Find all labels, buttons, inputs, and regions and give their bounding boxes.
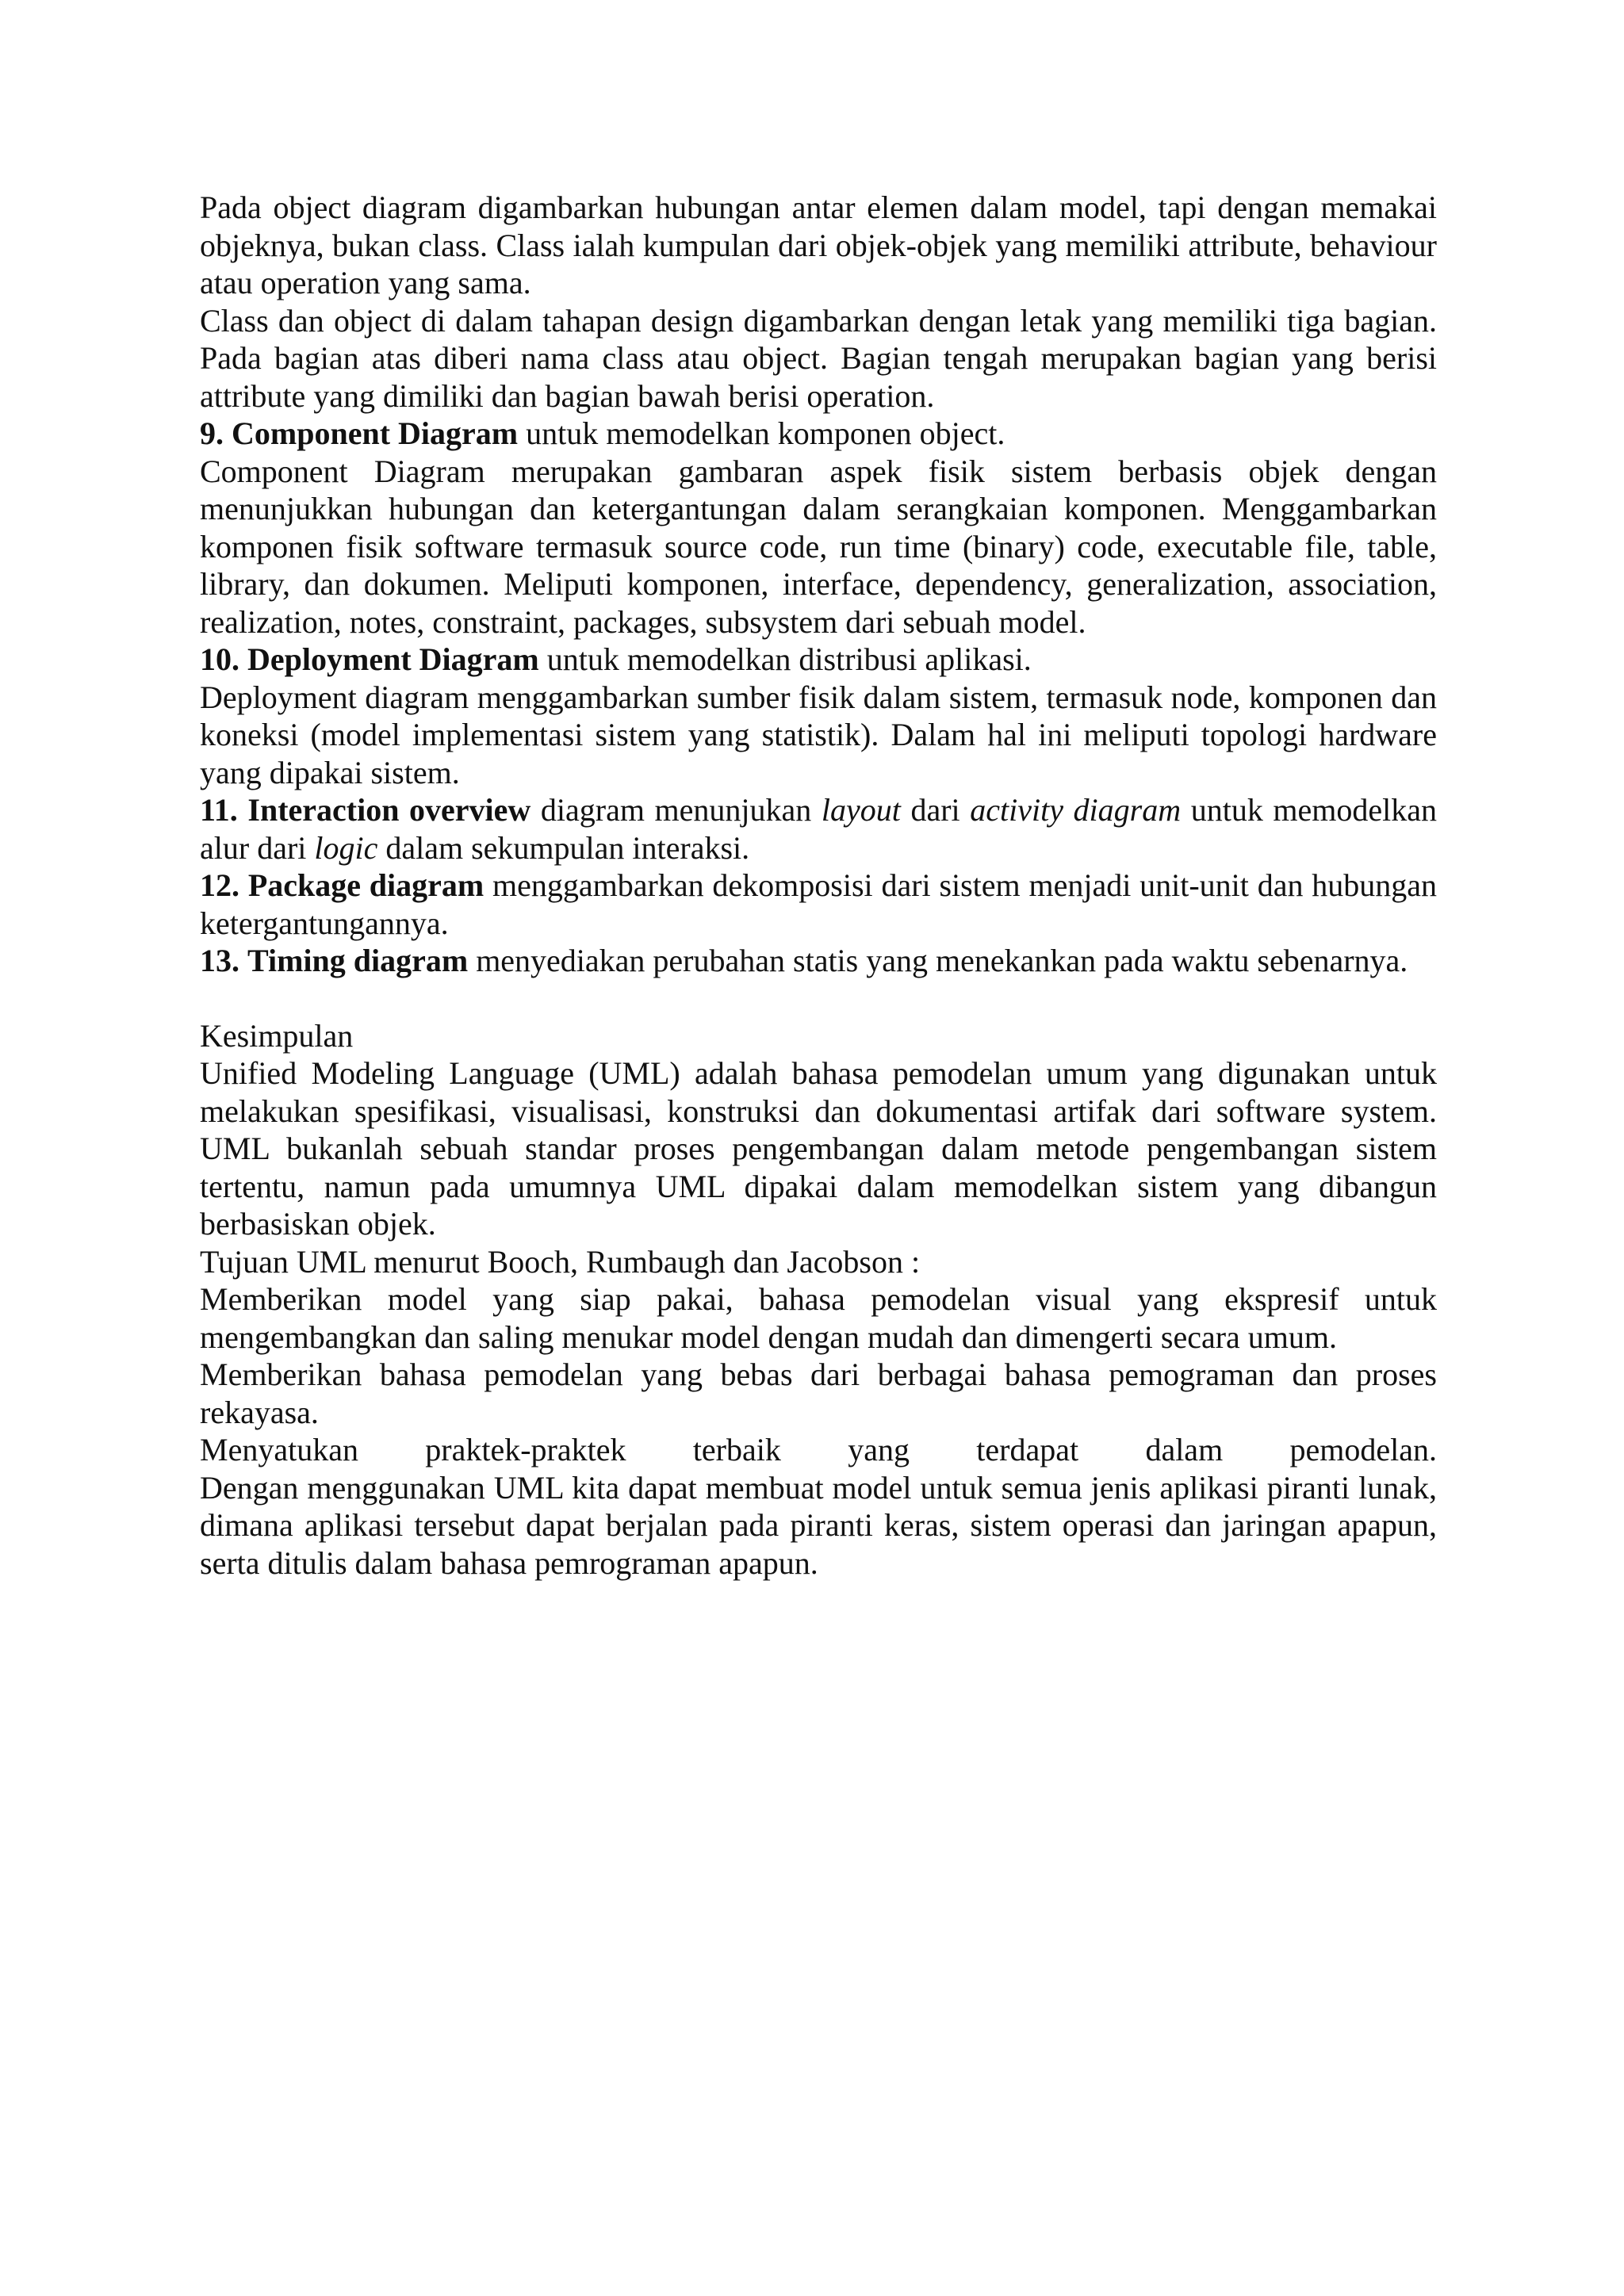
item-component-diagram xyxy=(200,415,1437,453)
item-title: Interaction overview xyxy=(247,792,531,828)
item-title: Package diagram xyxy=(247,867,485,903)
item-italic-term: layout xyxy=(821,792,901,828)
paragraph-goal-free-language: Memberikan bahasa pemodelan yang bebas dari berbagai bahasa pemograman dan proses rekayasa. xyxy=(200,1357,1437,1430)
item-number: 13. xyxy=(200,943,239,978)
item-description: menyediakan perubahan statis yang menekankan pada waktu sebenarnya. xyxy=(468,943,1408,978)
heading-kesimpulan: Kesimpulan xyxy=(200,1017,354,1054)
item-number: 11. xyxy=(200,792,238,828)
item-title: Deployment Diagram xyxy=(247,641,539,677)
item-description: untuk memodelkan distribusi aplikasi. xyxy=(538,641,1032,677)
item-deployment-diagram xyxy=(200,641,1437,679)
paragraph-uml-usage: Dengan menggunakan UML kita dapat membuat model untuk semua jenis aplikasi piranti lunak, dimana aplikasi tersebut dapat berjalan pada piranti keras, sistem operasi dan jaringan apapun, serta ditulis dalam bahasa pemrograman apapun. xyxy=(200,1469,1437,1581)
document-page xyxy=(200,189,1437,1582)
paragraph-uml-goals-intro: Tujuan UML menurut Booch, Rumbaugh dan Jacobson : xyxy=(200,1243,921,1280)
item-package-diagram xyxy=(200,867,1437,942)
item-text: diagram menunjukan xyxy=(530,792,822,828)
item-number: 12. xyxy=(200,867,248,903)
paragraph-deployment-diagram: Deployment diagram menggambarkan sumber fisik dalam sistem, termasuk node, komponen dan koneksi (model implementasi sistem yang statistik). Dalam hal ini meliputi topologi hardware yang dipakai sistem. xyxy=(200,679,1437,790)
item-number: 9. xyxy=(200,415,224,451)
item-text: untuk memodelkan alur dari xyxy=(200,792,1438,866)
paragraph-goal-ready-model: Memberikan model yang siap pakai, bahasa pemodelan visual yang ekspresif untuk mengembangkan dan saling menukar model dengan mudah dan dimengerti secara umum. xyxy=(200,1281,1437,1355)
item-description: untuk memodelkan komponen object. xyxy=(518,415,1005,451)
paragraph-component-diagram: Component Diagram merupakan gambaran aspek fisik sistem berbasis objek dengan menunjukkan hubungan dan ketergantungan dalam serangkaian komponen. Menggambarkan komponen fisik software termasuk source code, run time (binary) code, executable file, table, library, dan dokumen. Meliputi komponen, interface, dependency, generalization, association, realization, notes, constraint, packages, subsystem dari sebuah model. xyxy=(200,453,1437,640)
paragraph-uml-definition: Unified Modeling Language (UML) adalah bahasa pemodelan umum yang digunakan untuk melakukan spesifikasi, visualisasi, konstruksi dan dokumentasi artifak dari software system. UML bukanlah sebuah standar proses pengembangan dalam metode pengembangan sistem tertentu, namun pada umumnya UML dipakai dalam memodelkan sistem yang dibangun berbasiskan objek. xyxy=(200,1055,1437,1242)
item-interaction-overview xyxy=(200,791,1437,867)
item-timing-diagram xyxy=(200,942,1437,980)
item-title: Timing diagram xyxy=(247,943,469,978)
paragraph-goal-best-practices: Menyatukan praktek-praktek terbaik yang terdapat dalam pemodelan. xyxy=(200,1432,1437,1468)
paragraph-object-diagram: Pada object diagram digambarkan hubungan antar elemen dalam model, tapi dengan memakai objeknya, bukan class. Class ialah kumpulan dari objek-objek yang memiliki attribute, behaviour atau operation yang sama. xyxy=(200,189,1437,300)
item-description: menggambarkan dekomposisi dari sistem menjadi unit-unit dan hubungan ketergantungannya. xyxy=(200,867,1438,941)
item-text: dari xyxy=(900,792,971,828)
item-italic-term: logic xyxy=(314,829,378,866)
item-title: Component Diagram xyxy=(232,415,519,451)
item-italic-term: activity diagram xyxy=(970,792,1182,828)
item-text: dalam sekumpulan interaksi. xyxy=(377,829,750,866)
paragraph-class-object-design: Class dan object di dalam tahapan design digambarkan dengan letak yang memiliki tiga bagian. Pada bagian atas diberi nama class atau object. Bagian tengah merupakan bagian yang berisi attribute yang dimiliki dan bagian bawah berisi operation. xyxy=(200,302,1437,414)
item-number: 10. xyxy=(200,641,239,677)
